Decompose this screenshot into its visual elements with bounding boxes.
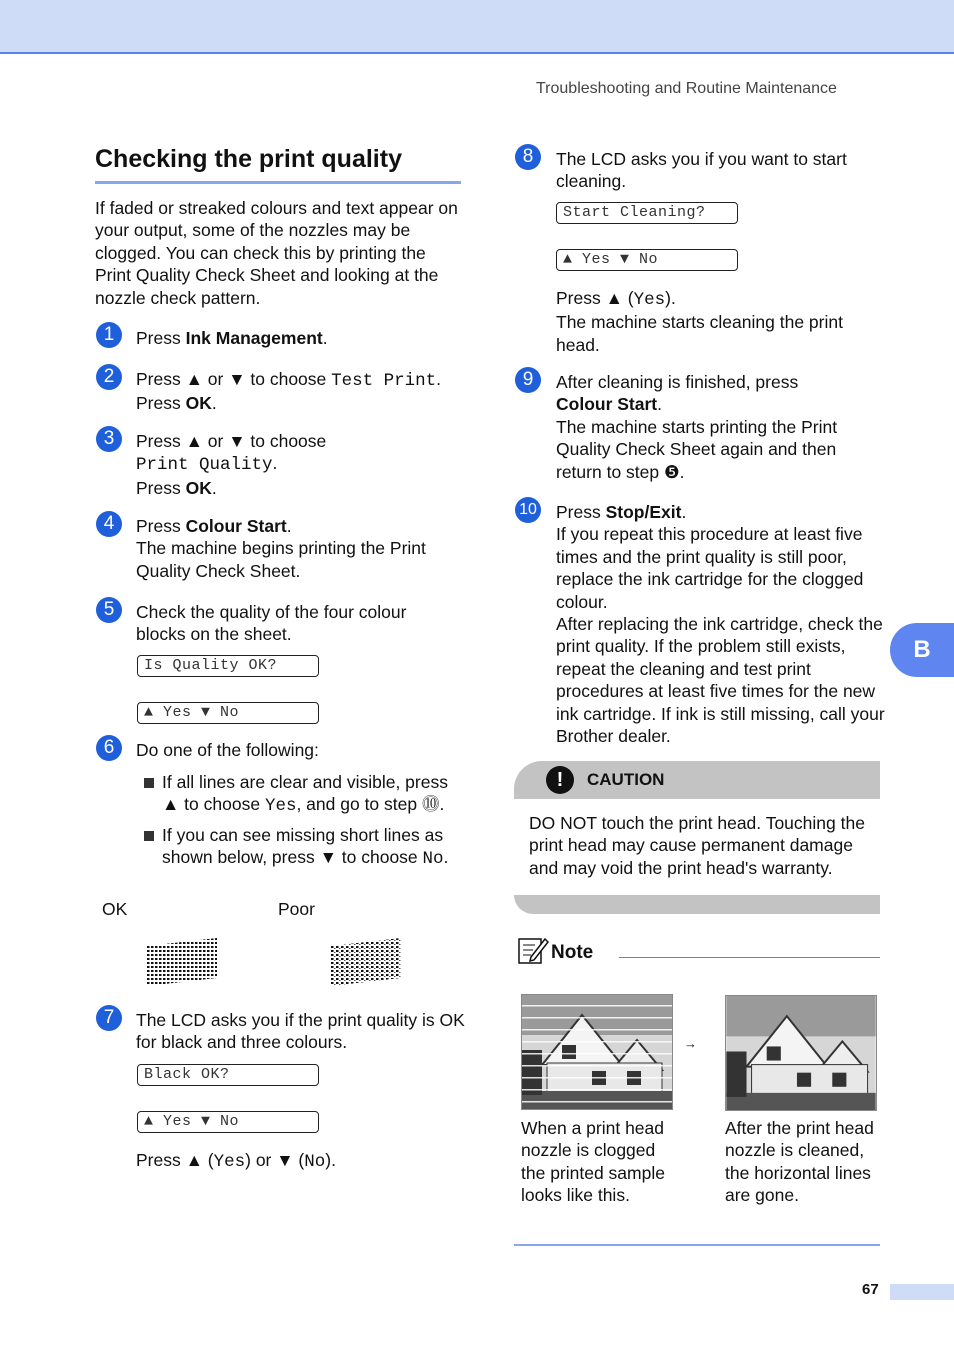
lcd-is-quality-ok: Is Quality OK? <box>137 655 319 677</box>
clogged-sample-photo <box>521 994 673 1110</box>
step-7-number: 7 <box>96 1005 122 1031</box>
caption-clogged: When a print head nozzle is clogged the printed sample looks like this. <box>521 1118 665 1206</box>
step-10-number: 10 <box>515 497 541 523</box>
step-3-number: 3 <box>96 426 122 452</box>
exclamation-icon: ! <box>546 766 574 794</box>
step-6-bullet-2: If you can see missing short lines as shown below, press ▼ to choose No. <box>144 824 474 871</box>
step-8-number: 8 <box>515 144 541 170</box>
step-4-number: 4 <box>96 511 122 537</box>
step-6-text: Do one of the following: <box>136 740 319 760</box>
poor-sample-label: Poor <box>278 899 315 919</box>
section-title: Checking the print quality <box>95 145 402 173</box>
step-10-text: Press Stop/Exit. If you repeat this procedure at least five times and the print quality is still poor, replace the ink cartridge for the clogged colour. After replacing the ink cartridge, check the print quality. If the problem still exists, repeat the cleaning and test print procedures at least five times for the new ink cartridge. If ink is still missing, call your Brother dealer. <box>556 502 885 747</box>
bullet-icon <box>144 831 154 841</box>
cleaned-sample-photo <box>725 995 877 1111</box>
top-header-band <box>0 0 954 54</box>
step-5-number: 5 <box>96 597 122 623</box>
note-pencil-icon <box>517 935 549 965</box>
step-5-text: Check the quality of the four colour blocks on the sheet. <box>136 602 407 645</box>
appendix-b-tab[interactable]: B <box>890 623 954 677</box>
lcd-yes-no: ▲ Yes ▼ No <box>556 249 738 271</box>
step-6-number: 6 <box>96 735 122 761</box>
step-7-text: The LCD asks you if the print quality is OK for black and three colours. <box>136 1010 465 1053</box>
intro-paragraph: If faded or streaked colours and text appear on your output, some of the nozzles may be clogged. You can check this by printing the Print Quality Check Sheet and looking at the nozzle check pattern. <box>95 198 458 308</box>
step-2-number: 2 <box>96 364 122 390</box>
step-8-text: The LCD asks you if you want to start cleaning. <box>556 149 847 192</box>
title-underline <box>95 181 461 184</box>
note-rule <box>619 957 880 958</box>
step-3-text: Press ▲ or ▼ to choose Print Quality. Press OK. <box>136 431 327 498</box>
caution-text: DO NOT touch the print head. Touching the print head may cause permanent damage and may void the print head's warranty. <box>529 813 865 878</box>
caution-footer-bar <box>514 895 880 914</box>
poor-nozzle-pattern <box>331 938 403 986</box>
step-7-press-text: Press ▲ (Yes) or ▼ (No). <box>136 1150 336 1172</box>
lcd-start-cleaning: Start Cleaning? <box>556 202 738 224</box>
arrow-right-icon: → <box>684 1036 697 1051</box>
ok-nozzle-pattern <box>147 938 219 986</box>
step-6-bullet-1: If all lines are clear and visible, press ▲ to choose Yes, and go to step ⓾. <box>144 771 474 818</box>
caption-cleaned: After the print head nozzle is cleaned, the horizontal lines are gone. <box>725 1118 874 1206</box>
step-1-text: Press Ink Management. <box>136 328 328 348</box>
step-9-text: After cleaning is finished, press Colour Start. The machine starts printing the Print Quality Check Sheet again and then return to step ❺. <box>556 372 838 482</box>
caution-label: CAUTION <box>587 770 665 789</box>
ok-sample-label: OK <box>102 899 128 919</box>
page-number: 67 <box>862 1281 879 1298</box>
running-head: Troubleshooting and Routine Maintenance <box>536 80 837 97</box>
lcd-yes-no: ▲ Yes ▼ No <box>137 702 319 724</box>
step-4-text: Press Colour Start. The machine begins printing the Print Quality Check Sheet. <box>136 516 426 581</box>
note-label: Note <box>551 942 594 963</box>
step-2-text: Press ▲ or ▼ to choose Test Print. Press OK. <box>136 369 442 414</box>
step-1-number: 1 <box>96 322 122 348</box>
lcd-black-ok: Black OK? <box>137 1064 319 1086</box>
lcd-yes-no: ▲ Yes ▼ No <box>137 1111 319 1133</box>
bullet-icon <box>144 778 154 788</box>
page-number-bar <box>890 1284 954 1300</box>
step-9-number: 9 <box>515 367 541 393</box>
note-bottom-rule <box>514 1244 880 1246</box>
step-8-press-text: Press ▲ (Yes). The machine starts cleaning the print head. <box>556 288 843 355</box>
